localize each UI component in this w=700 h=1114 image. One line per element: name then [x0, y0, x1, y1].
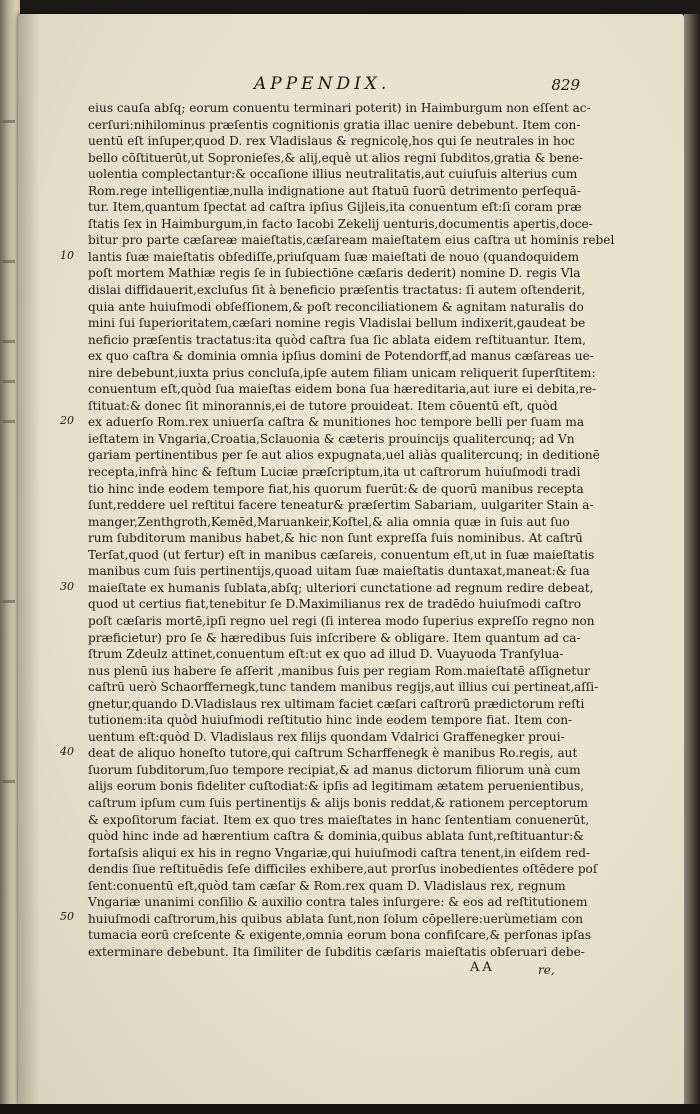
text-line: eius cauſa abſq; eorum conuentu terminari poterit) in Haimburgum non eſſent ac- — [88, 101, 591, 115]
text-line: manger,Zenthgroth,Kemēd,Maruankeir,Koſtel,& alia omnia quæ in ſuis aut ſuo — [88, 514, 570, 529]
text-line: ex quo caſtra & dominia omnia ipſius domini de Potendorff,ad manus cæſareas ue- — [88, 349, 594, 364]
line-number-30: 30 — [60, 580, 74, 593]
page-fore-edge — [684, 14, 700, 1106]
text-line: ſtituat:& donec ſit minorannis,ei de tutore prouideat. Item cōuentū eſt, quòd — [88, 398, 558, 413]
text-line: tio hinc inde eodem tempore fiat,his quorum fuerūt:& de quorū manibus recepta — [88, 481, 584, 496]
text-line: cerſuri:nihilominus præſentis cognitionis gratia illac uenire debebunt. Item con- — [88, 117, 581, 132]
text-line: poſt mortem Mathiæ regis ſe in ſubiectiōne cæſaris dederit) nomine D. regis Vla — [88, 266, 581, 281]
text-line: ex aduerſo Rom.rex uniuerſa caſtra & munitiones hoc tempore belli per ſuam ma — [88, 415, 585, 430]
text-line: alijs eorum bonis fideliter cuſtodiat:& ipſis ad legitimam ætatem peruenientibus, — [88, 779, 585, 794]
text-line: Rom.rege intelligentiæ,nulla indignatione aut ſtatuū ſuorū detrimento perſequā- — [88, 183, 581, 198]
previous-page-edge — [0, 0, 20, 1114]
text-line: nus plenū ius habere ſe aſſerit ,manibus ſuis per regiam Rom.maieſtatē aſſignetur — [88, 663, 590, 678]
text-line: ieſtatem in Vngaria,Croatia,Sclauonia & cæteris prouincijs qualitercunq; ad Vn — [88, 431, 575, 446]
text-line: manibus cum ſuis pertinentijs,quoad uitam ſuæ maieſtatis duntaxat,maneat:& ſua — [88, 564, 590, 579]
text-line: maieſtate ex humanis ſublata,abſq; ulteriori cunctatione ad regnum redire debeat, — [88, 580, 594, 595]
text-line: conuentum eſt,quòd ſua maieſtas eidem bona ſua hæreditaria,aut iure ei debita,re- — [88, 382, 597, 397]
text-line: mini ſui ſuperioritatem,cæſari nomine regis Vladislai bellum indixerit,gaudeat be — [88, 316, 586, 331]
text-line: rum ſubditorum manibus habet,& hic non ſunt expreſſa ſuis nominibus. At caſtrū — [88, 531, 583, 546]
text-line: fortaſsis aliqui ex his in regno Vngariæ,qui huiuſmodi caſtra tenent,in eiſdem red- — [88, 845, 591, 860]
page-footer — [470, 960, 590, 980]
page-number: 829 — [551, 76, 580, 94]
page-header — [250, 74, 580, 100]
text-line: præficietur) pro ſe & hæredibus ſuis inſcribere & obligare. Item quantum ad ca- — [88, 630, 581, 645]
signature-mark: AA — [470, 960, 495, 975]
text-line: Vngariæ unanimi conſilio & auxilio contra tales inſurgere: & eos ad reſtitutionem — [88, 895, 588, 910]
text-line: dislai diffidauerit,excluſus ſit à beneficio præſentis tractatus: ſi autem oſtenderit, — [88, 283, 586, 298]
bottom-background — [0, 1104, 700, 1114]
text-line: uentū eſt inſuper,quod D. rex Vladislaus & regnicolę,hos qui ſe neutrales in hoc — [88, 134, 575, 149]
line-number-50: 50 — [60, 910, 74, 923]
text-line: exterminare debebunt. Ita ſimiliter de ſubditis cæſaris maieſtatis obſeruari debe- — [88, 944, 585, 959]
text-line: quòd hinc inde ad hærentium caſtra & dominia,quibus ablata ſunt,reſtituantur:& — [88, 829, 584, 844]
text-line: deat de aliquo honeſto tutore,qui caſtrum Scharffenegk è manibus Ro.regis, aut — [88, 746, 578, 761]
text-line: ſtrum Zdeulz attinet,conuentum eſt:ut ex quo ad illud D. Vuayuoda Tranſylua- — [88, 647, 564, 662]
text-line: tutionem:ita quòd huiuſmodi reſtitutio hinc inde eodem tempore fiat. Item con- — [88, 713, 573, 728]
text-line: dendis ſiue reſtituēdis ſeſe difficiles exhibere,aut prorſus inobedientes oſtēdere poſ — [88, 862, 598, 877]
text-line: bitur pro parte cæſareæ maieſtatis,cæſaream maieſtatem eius caſtra ut hominis rebel — [88, 233, 615, 248]
text-line: uolentia complectantur:& occaſione illius neutralitatis,aut cuiuſuis alterius cum — [88, 167, 578, 182]
line-number-20: 20 — [60, 414, 74, 427]
page-gutter-shadow — [18, 14, 40, 1106]
text-line: poſt cæſaris mortē,ipſi regno uel regi (ſi interea modo ſuperius expreſſo regno non — [88, 613, 595, 628]
text-line: quod ut certius fiat,tenebitur ſe D.Maximilianus rex de tradēdo huiuſmodi caſtro — [88, 597, 582, 612]
text-line: caſtrū uerò Schaorffernegk,tunc tandem manibus regijs,aut illius cui pertineat,aſſi- — [88, 680, 599, 695]
text-line: recepta,infrà hinc & feſtum Luciæ præſcriptum,ita ut caſtrorum huiuſmodi tradi — [88, 465, 581, 480]
text-line: quia ante huiuſmodi obſeſſionem,& poſt reconciliationem & agnitam naturalis do — [88, 299, 584, 314]
text-line: huiuſmodi caſtrorum,his quibus ablata ſunt,non ſolum cōpellere:uerùmetiam con — [88, 911, 584, 926]
body-text — [88, 100, 615, 960]
running-head: APPENDIX. — [254, 74, 391, 94]
text-line: gnetur,quando D.Vladislaus rex ultimam faciet cæſari caſtrorū prædictorum reſti — [88, 696, 585, 711]
text-line: Terſat,quod (ut fertur) eſt in manibus cæſareis, conuentum eſt,ut in ſuæ maieſtatis — [88, 547, 595, 562]
catchword: re, — [538, 963, 555, 977]
text-line: tur. Item,quantum ſpectat ad caſtra ipſius Gijleis,ita conuentum eſt:ſi coram præ — [88, 200, 582, 215]
text-line: tumacia eorū creſcente & exigente,omnia eorum bona confiſcare,& perſonas ipſas — [88, 928, 592, 943]
line-number-40: 40 — [60, 745, 74, 758]
text-line: ſunt,reddere uel reſtitui facere teneatur& præſertim Sabariam, uulgariter Stain a- — [88, 498, 594, 513]
text-line: ſtatis ſex in Haimburgum,in facto Iacobi Zekelij uenturis,documentis apertis,doce- — [88, 216, 593, 231]
text-line: ſuorum ſubditorum,ſuo tempore recipiat,& ad manus dictorum filiorum unà cum — [88, 762, 581, 777]
text-line: neficio præſentis tractatus:ita quòd caſtra ſua ſic ablata eidem reſtituantur. Item, — [88, 332, 586, 347]
text-line: uentum eſt:quòd D. Vladislaus rex filijs quondam Vdalrici Graffenegker proui- — [88, 729, 565, 744]
text-line: gariam pertinentibus per ſe aut alios expugnata,uel aliàs qualitercunq; in deditionē — [88, 448, 600, 463]
text-line: caſtrum ipſum cum ſuis pertinentijs & alijs bonis reddat,& rationem perceptorum — [88, 795, 588, 810]
text-line: & expoſitorum faciat. Item ex quo tres maieſtates in hanc ſententiam conuenerūt, — [88, 812, 590, 827]
text-line: bello cōſtituerūt,ut Sopronieſes,& alij,equè ut alios regni ſubditos,gratia & bene- — [88, 150, 584, 165]
text-line: nire debebunt,iuxta prius concluſa,ipſe autem filiam unicam reliquerit ſuperſtitem: — [88, 365, 596, 380]
text-line: ſent:conuentū eſt,quòd tam cæſar & Rom.rex quam D. Vladislaus rex, regnum — [88, 878, 566, 893]
line-number-10: 10 — [60, 249, 74, 262]
text-line: lantis ſuæ maieſtatis obſediſſe,priuſquam ſuæ maieſtati de nouo (quandoquidem — [88, 249, 580, 264]
